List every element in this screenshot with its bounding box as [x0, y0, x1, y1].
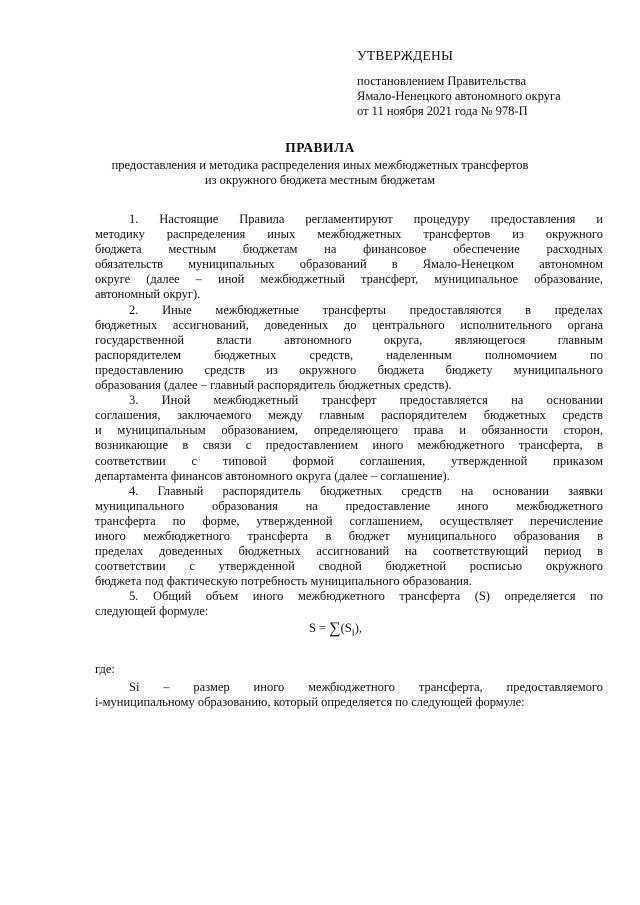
paragraph-line: методику распределения иных межбюджетных трансфертов из окружного [95, 227, 603, 242]
sigma-symbol: ∑ [329, 620, 341, 637]
document-title-block [60, 140, 580, 188]
document-subtitle: предоставления и методика распределения иных межбюджетных трансфертов [111, 158, 529, 172]
formula-lhs: S = [309, 621, 330, 635]
paragraph-line: возникающие в связи с предоставлением иного межбюджетного трансферта, в [95, 438, 603, 453]
paragraph-line: округе (далее – иной межбюджетный трансферт, муниципальное образование, [95, 272, 603, 287]
approval-stamp [357, 48, 627, 119]
paragraph-line: обязательств муниципальных образований в Ямало-Ненецком автономном [95, 257, 603, 272]
formula-tail: ), [354, 621, 362, 635]
paragraph-line: пределах доведенных бюджетных ассигнований на соответствующий период в [95, 544, 603, 559]
paragraph-line: государственной власти автономного округа, являющегося главным [95, 332, 603, 347]
paragraph-line: 3. Иной межбюджетный трансферт предоставляется на основании [129, 393, 603, 408]
approval-line: постановлением Правительства [357, 74, 527, 88]
definition-line: Si – размер иного межбюджетного трансферта, предоставляемого [129, 680, 603, 694]
paragraph-line: бюджетных ассигнований, доведенных до центрального исполнительного органа [95, 317, 603, 332]
paragraph-line: следующей формуле: [95, 604, 209, 619]
approval-line: Ямало-Ненецкого автономного округа [357, 89, 561, 103]
paragraph-line: и муниципальным образованием, определяющего права и обязанности сторон, [95, 423, 603, 438]
definition-line: i-муниципальному образованию, который определяется по следующей формуле: [95, 695, 525, 710]
sum-formula [309, 620, 362, 639]
paragraph-line: бюджета под фактическую потребность муниципального образования. [95, 574, 472, 589]
paragraph-line: департамента финансов автономного округа (далее – соглашение). [95, 468, 450, 483]
paragraph-line: распорядителем бюджетных средств, наделенным полномочием по [95, 347, 603, 362]
paragraph-line: трансферта по форме, утвержденной соглашением, осуществляет перечисление [95, 513, 603, 528]
paragraph-line: иного межбюджетного трансферта в бюджет муниципального образования в [95, 528, 603, 543]
document-title: ПРАВИЛА [285, 140, 355, 155]
paragraph-line: муниципального образования на предоставление иного межбюджетного [95, 498, 603, 513]
si-definition [95, 680, 603, 710]
formula-subscript: i [351, 627, 355, 639]
paragraph-line: бюджета местным бюджетам на финансовое обеспечение расходных [95, 242, 603, 257]
approval-heading: УТВЕРЖДЕНЫ [357, 48, 454, 63]
paragraph-line: автономный округ). [95, 287, 201, 302]
paragraph-line: 4. Главный распорядитель бюджетных средств на основании заявки [129, 483, 603, 498]
formula-term: (S [340, 621, 352, 635]
document-subtitle: из окружного бюджета местным бюджетам [204, 173, 436, 187]
paragraph-line: соглашения, заключаемого между главным распорядителем бюджетных средств [95, 408, 603, 423]
paragraph-line: 5. Общий объем иного межбюджетного трансферта (S) определяется по [129, 589, 603, 604]
paragraph-line: образования (далее – главный распорядитель бюджетных средств). [95, 378, 452, 393]
paragraph-line: предоставлению средств из окружного бюджета бюджету муниципального [95, 362, 603, 377]
approval-line: от 11 ноября 2021 года № 978-П [357, 104, 528, 118]
paragraph-line: 1. Настоящие Правила регламентируют процедуру предоставления и [129, 212, 603, 226]
document-body [95, 212, 603, 620]
where-label: где: [95, 662, 115, 676]
paragraph-line: 2. Иные межбюджетные трансферты предоставляются в пределах [129, 302, 603, 317]
paragraph-line: соответствии с типовой формой соглашения, утвержденной приказом [95, 453, 603, 468]
paragraph-line: соответствии с утвержденной сводной бюджетной росписью окружного [95, 559, 603, 574]
